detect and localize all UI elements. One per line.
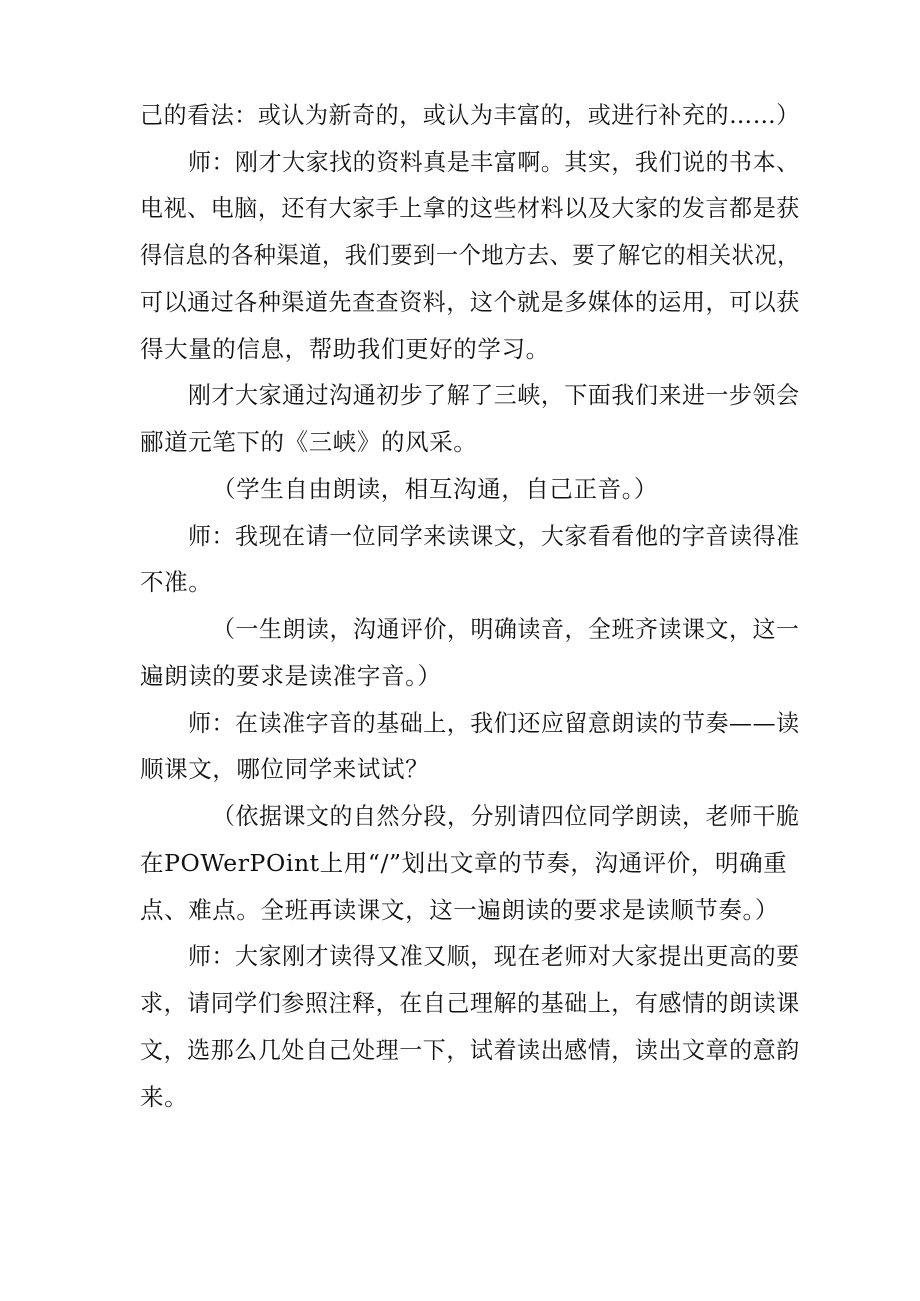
text-line: 得信息的各种渠道，我们要到一个地方去、要了解它的相关状况， bbox=[140, 241, 800, 269]
text-line: （一生朗读，沟通评价，明确读音，全班齐读课文，这一 bbox=[212, 615, 800, 643]
text-line: 来。 bbox=[140, 1083, 189, 1111]
text-line: 己的看法：或认为新奇的，或认为丰富的，或进行补充的……） bbox=[140, 101, 800, 129]
text-line: 师：大家刚才读得又准又顺，现在老师对大家提出更高的要 bbox=[188, 942, 800, 970]
text-line: （依据课文的自然分段，分别请四位同学朗读，老师干脆 bbox=[212, 802, 800, 830]
text-line: 郦道元笔下的《三峡》的风采。 bbox=[140, 428, 478, 456]
text-line: 遍朗读的要求是读准字音。） bbox=[140, 662, 442, 690]
text-line: 求，请同学们参照注释，在自己理解的基础上，有感情的朗读课 bbox=[140, 989, 800, 1017]
text-line: 顺课文，哪位同学来试试？ bbox=[140, 755, 430, 783]
text-line: 文，选那么几处自己处理一下，试着读出感情，读出文章的意韵 bbox=[140, 1036, 800, 1064]
text-line: 可以通过各种渠道先查查资料，这个就是多媒体的运用，可以获 bbox=[140, 288, 800, 316]
text-line: 点、难点。全班再读课文，这一遍朗读的要求是读顺节奏。） bbox=[140, 896, 779, 924]
text-line: 师：在读准字音的基础上，我们还应留意朗读的节奏——读 bbox=[188, 709, 800, 737]
text-line: 师：刚才大家找的资料真是丰富啊。其实，我们说的书本、 bbox=[188, 148, 800, 176]
text-line: 在POWerPOint上用“/”划出文章的节奏，沟通评价，明确重 bbox=[140, 849, 788, 877]
text-line: （学生自由朗读，相互沟通，自己正音。） bbox=[212, 475, 659, 503]
text-line: 不准。 bbox=[140, 568, 213, 596]
text-line: 师：我现在请一位同学来读课文，大家看看他的字音读得准 bbox=[188, 522, 800, 550]
text-line: 电视、电脑，还有大家手上拿的这些材料以及大家的发言都是获 bbox=[140, 194, 800, 222]
text-line: 刚才大家通过沟通初步了解了三峡，下面我们来进一步领会 bbox=[188, 381, 800, 409]
text-line: 得大量的信息，帮助我们更好的学习。 bbox=[140, 335, 550, 363]
